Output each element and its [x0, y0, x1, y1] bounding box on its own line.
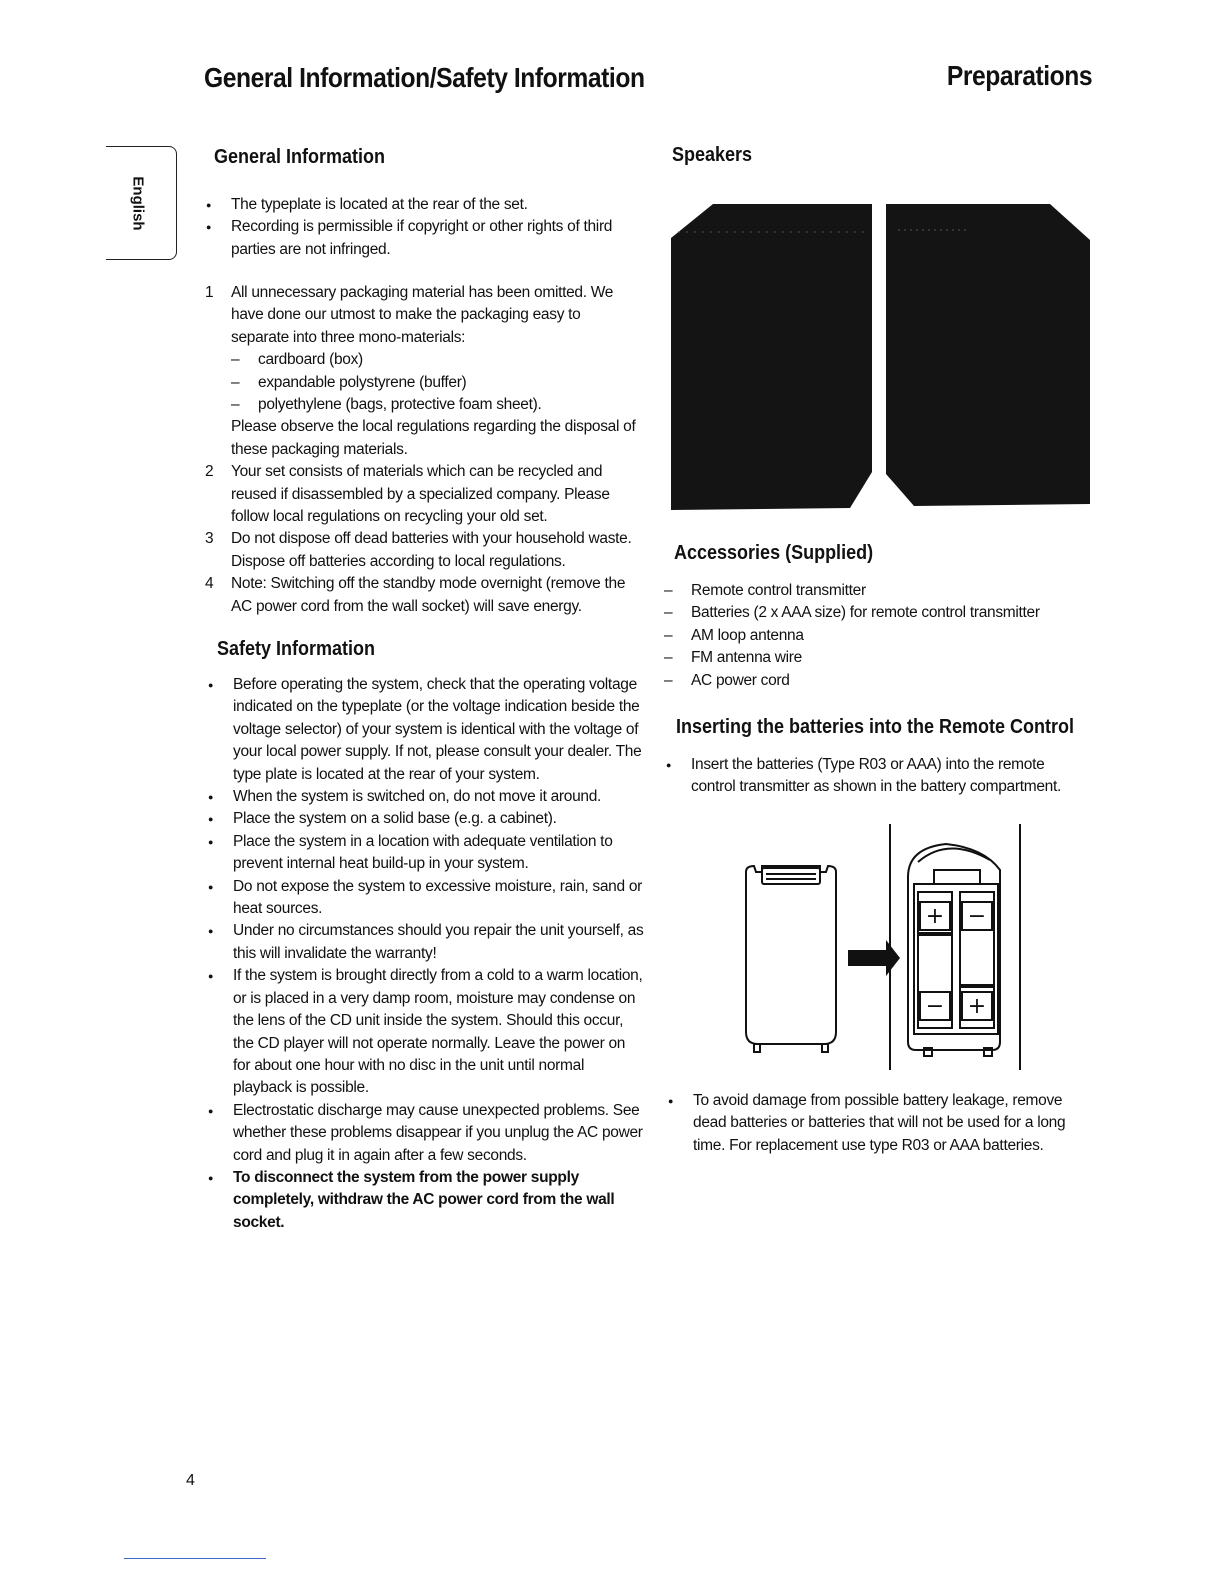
list-item: ● If the system is brought directly from a cold to a warm location, or is placed in a very damp room, moisture may condense on the lens of the CD unit inside the system. Should this occur, the CD player will not operate normally. Leave the power on for about one hour with no disc in the unit until normal playback is possible.	[206, 965, 644, 1099]
safety-bullets	[206, 674, 644, 1234]
accessory-item: – Batteries (2 x AAA size) for remote control transmitter	[664, 602, 1104, 624]
safety-info-heading: Safety Information	[217, 638, 376, 660]
accessory-item: – AC power cord	[664, 670, 1104, 692]
material-item: – polyethylene (bags, protective foam sheet).	[231, 394, 640, 416]
list-item: ● The typeplate is located at the rear of the set.	[204, 194, 644, 216]
list-item: ● Electrostatic discharge may cause unexpected problems. See whether these problems disappear if you unplug the AC power cord and plug it in again after a few seconds.	[206, 1100, 644, 1167]
list-item: ● Do not expose the system to excessive moisture, rain, sand or heat sources.	[206, 876, 644, 921]
speakers-heading: Speakers	[672, 144, 753, 166]
accessory-item: – Remote control transmitter	[664, 580, 1104, 602]
material-item: – expandable polystyrene (buffer)	[231, 372, 640, 394]
batteries-heading: Inserting the batteries into the Remote Control	[676, 716, 1075, 738]
list-item: ● Before operating the system, check that the operating voltage indicated on the typeplate (or the voltage indication beside the voltage selector) of your system is identical with the voltage of your local power supply. If not, please consult your dealer. The type plate is located at the rear of your system.	[206, 674, 644, 786]
numbered-item: 3 Do not dispose off dead batteries with your household waste. Dispose off batteries according to local regulations.	[205, 530, 632, 570]
section-title: Preparations	[946, 60, 1092, 91]
numbered-item: 2 Your set consists of materials which can be recycled and reused if disassembled by a specialized company. Please follow local regulations on recycling your old set.	[205, 463, 610, 526]
accessory-item: – FM antenna wire	[664, 647, 1104, 669]
leakage-warning	[666, 1090, 1086, 1157]
list-item: ● When the system is switched on, do not move it around.	[206, 786, 644, 808]
language-tab	[106, 146, 177, 260]
list-item: ● To avoid damage from possible battery leakage, remove dead batteries or batteries that will not be used for a long time. For replacement use type R03 or AAA batteries.	[666, 1090, 1086, 1157]
list-item: ● Insert the batteries (Type R03 or AAA) into the remote control transmitter as shown in the battery compartment.	[664, 754, 1084, 799]
language-tab-label: English	[129, 175, 147, 231]
speakers-illustration	[668, 202, 1094, 512]
battery-cover	[746, 866, 836, 1052]
minus-symbol: −	[925, 994, 945, 1019]
numbered-item: 4 Note: Switching off the standby mode overnight (remove the AC power cord from the wall socket) will save energy.	[205, 575, 626, 615]
material-item: – cardboard (box)	[231, 349, 640, 371]
page-number: 4	[186, 1472, 195, 1489]
right-speaker	[886, 204, 1090, 506]
list-item-bold: ● To disconnect the system from the power supply completely, withdraw the AC power cord from the wall socket.	[206, 1167, 644, 1234]
arrow-right-icon	[848, 940, 900, 976]
list-item: ● Recording is permissible if copyright or other rights of third parties are not infringed.	[204, 216, 644, 261]
accessory-item: – AM loop antenna	[664, 625, 1104, 647]
minus-symbol: −	[967, 904, 987, 929]
plus-symbol: +	[967, 994, 987, 1019]
batteries-instructions	[664, 754, 1084, 799]
general-info-heading: General Information	[214, 146, 386, 168]
battery-compartment-illustration	[738, 822, 1028, 1072]
remote-back	[908, 844, 1000, 1056]
accessories-heading: Accessories (Supplied)	[674, 542, 874, 564]
materials-note: Please observe the local regulations regarding the disposal of these packaging materials.	[231, 418, 636, 458]
accessories-list	[664, 580, 1104, 692]
left-speaker	[671, 204, 872, 510]
general-info-bullets	[204, 194, 644, 261]
list-item: ● Place the system on a solid base (e.g. a cabinet).	[206, 808, 644, 830]
page-title: General Information/Safety Information	[204, 62, 645, 93]
numbered-list	[204, 282, 640, 618]
list-item: ● Under no circumstances should you repair the unit yourself, as this will invalidate the warranty!	[206, 920, 644, 965]
list-item: ● Place the system in a location with adequate ventilation to prevent internal heat build-up in your system.	[206, 831, 644, 876]
numbered-item: 1 All unnecessary packaging material has been omitted. We have done our utmost to make the packaging easy to separate into three mono-materials: – cardboard (box) – expandable polystyrene (buffer) – polyethylene (bags, protective foam sheet). Please observe the local regulations regarding the disposal of these packaging materials.	[204, 282, 640, 461]
footer-rule	[124, 1558, 266, 1559]
plus-symbol: +	[925, 904, 945, 929]
